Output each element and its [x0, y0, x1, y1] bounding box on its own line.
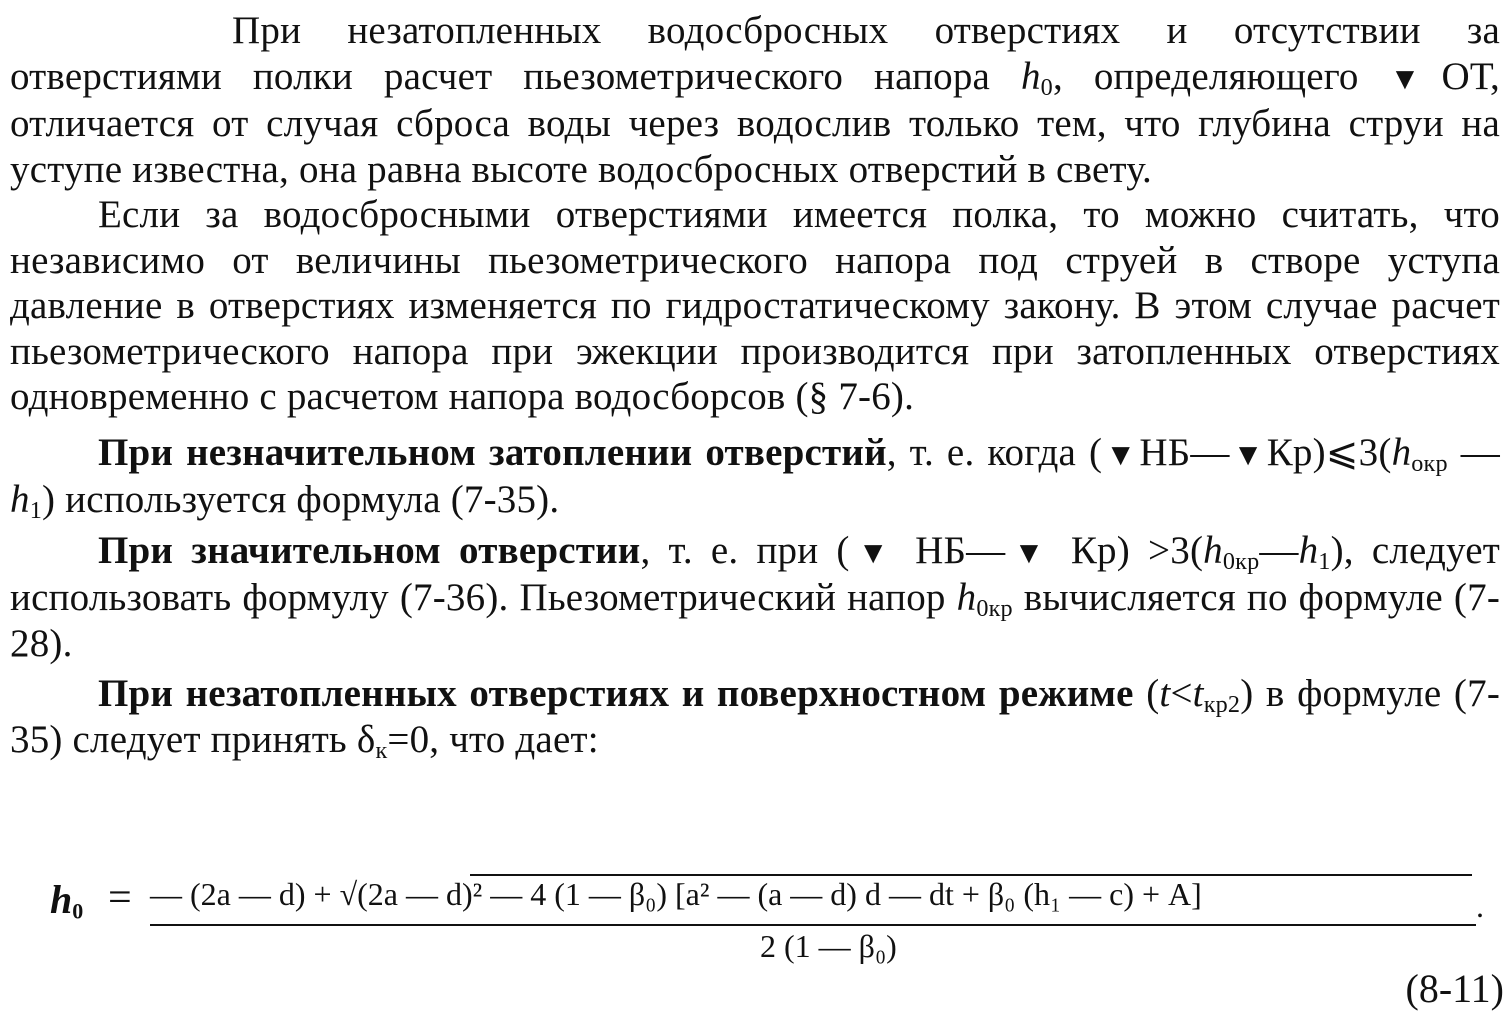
text-run: ) в формуле (7-35) следует принять δ — [10, 672, 1501, 761]
text-run: h — [1391, 430, 1412, 474]
text-run: < — [1170, 672, 1193, 715]
formula-lhs: $h_0$ — [50, 877, 84, 924]
text-run: h — [956, 576, 977, 619]
paragraph-1 — [10, 8, 1500, 192]
text-run: вычисляется по формуле (7-28). — [10, 576, 1501, 665]
text-run: t — [1192, 672, 1204, 715]
text-run: окр — [1411, 449, 1448, 477]
paragraph-3 — [10, 430, 1500, 523]
text-run: , определяющего — [1052, 54, 1390, 98]
text-run: ( — [1133, 672, 1160, 715]
text-run: t — [1159, 672, 1171, 715]
text-run: НБ— — [1139, 430, 1230, 474]
text-run: — — [1259, 528, 1299, 572]
text-run: ОТ, отличается от случая сброса воды через водослив только тем, что глубина струи на уступе известна, она равна высоте водосбросных отверстий в свету. — [10, 54, 1500, 191]
text-run: h — [1020, 54, 1041, 98]
text-run: h — [1298, 528, 1319, 572]
formula-denominator: 2 (1 — β₀) — [760, 928, 897, 964]
text-run: к — [375, 736, 388, 764]
text-run: ) используется формула (7-35). — [42, 478, 560, 521]
water-level-triangle-icon: ▼ — [1389, 60, 1442, 96]
text-run: — — [1447, 430, 1500, 474]
text-run: кр2 — [1203, 691, 1241, 719]
water-level-triangle-icon: ▼ — [1229, 436, 1267, 472]
text-run: =0, что дает: — [387, 717, 599, 761]
formula-period: . — [1476, 888, 1484, 924]
text-run: Если за водосбросными отверстиями имеется полка, то можно считать, что независимо от величины пьезометрического напора под струей в створе уступа давление в отверстиях изменяется по гидростатическому закону. В этом случае расчет пьезометрического напора при эжекции производится при затопленных отверстиях одновременно с расчетом напора водосборсов (§ 7-6). — [10, 193, 1500, 418]
text-run: 0кр — [976, 595, 1013, 623]
text-run: ), следует использовать формулу (7-36). Пьезометрический напор — [10, 528, 1500, 619]
document-page — [10, 8, 1500, 762]
text-run: При незатопленных отверстиях и поверхностном режиме — [98, 672, 1134, 715]
fraction-bar — [150, 924, 1476, 926]
text-run: 0кр — [1222, 547, 1260, 575]
text-run: При незатопленных водосбросных отверстиях и отсутствии за отверстиями полки расчет пьезометрического напора — [10, 9, 1500, 98]
text-run: 0 — [1040, 73, 1053, 101]
water-level-triangle-icon: ▼ — [1102, 436, 1140, 472]
paragraph-2 — [10, 192, 1500, 420]
text-run: Кр)⩽3( — [1266, 430, 1392, 474]
text-run: Кр) >3( — [1052, 528, 1204, 572]
text-run: h — [1203, 528, 1223, 572]
text-run: , т. е. когда ( — [886, 430, 1103, 474]
paragraph-5 — [10, 671, 1500, 762]
text-run: 1 — [1318, 547, 1331, 575]
text-run: , т. е. при ( — [640, 528, 850, 572]
water-level-triangle-icon: ▼ — [1005, 534, 1053, 570]
text-run: При незначительном затоплении отверстий — [98, 430, 887, 474]
text-run: h — [10, 478, 30, 521]
text-run: При значительном отверстии — [98, 528, 641, 572]
formula-numerator: — (2a — d) + √(2a — d)² — 4 (1 — β₀) [a² — (a — d) d — dt + β₀ (h₁ — c) + A] — [150, 876, 1202, 912]
formula-8-11 — [50, 872, 1484, 972]
water-level-triangle-icon: ▼ — [849, 534, 898, 570]
formula-equals: = — [108, 875, 132, 921]
paragraph-4 — [10, 528, 1500, 667]
equation-number: (8-11) — [1405, 966, 1504, 1011]
radical-bar — [470, 874, 1472, 876]
text-run: НБ— — [897, 528, 1006, 572]
text-run: 1 — [29, 497, 42, 525]
